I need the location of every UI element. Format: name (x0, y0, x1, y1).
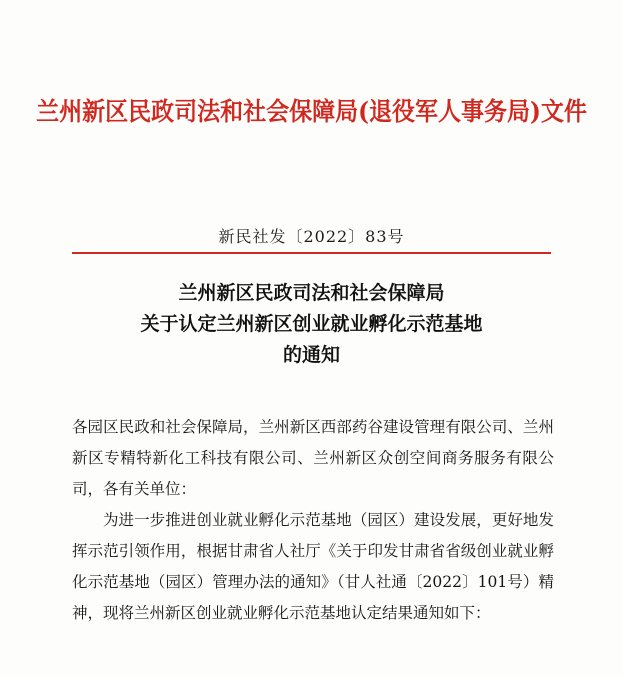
document-body (72, 412, 554, 629)
document-title (0, 278, 623, 371)
red-divider-rule (72, 252, 551, 254)
document-title-line-2: 关于认定兰州新区创业就业孵化示范基地 (140, 313, 483, 335)
body-paragraph-recipients: 各园区民政和社会保障局，兰州新区西部药谷建设管理有限公司、兰州新区专精特新化工科技有限公司、兰州新区众创空间商务服务有限公司，各有关单位： (72, 418, 554, 498)
document-title-line-1: 兰州新区民政司法和社会保障局 (178, 282, 445, 304)
document-number-row (0, 224, 623, 247)
document-title-line-3: 的通知 (282, 344, 340, 366)
document-header (0, 92, 623, 128)
document-number: 新民社发〔2022〕83号 (218, 227, 405, 246)
body-paragraph-background: 为进一步推进创业就业孵化示范基地（园区）建设发展，更好地发挥示范引领作用，根据甘肃省人社厅《关于印发甘肃省省级创业就业孵化示范基地（园区）管理办法的通知》（甘人社通〔2022〕101号）精神，现将兰州新区创业就业孵化示范基地认定结果通知如下： (72, 511, 554, 622)
issuing-authority-title: 兰州新区民政司法和社会保障局(退役军人事务局)文件 (36, 97, 587, 126)
